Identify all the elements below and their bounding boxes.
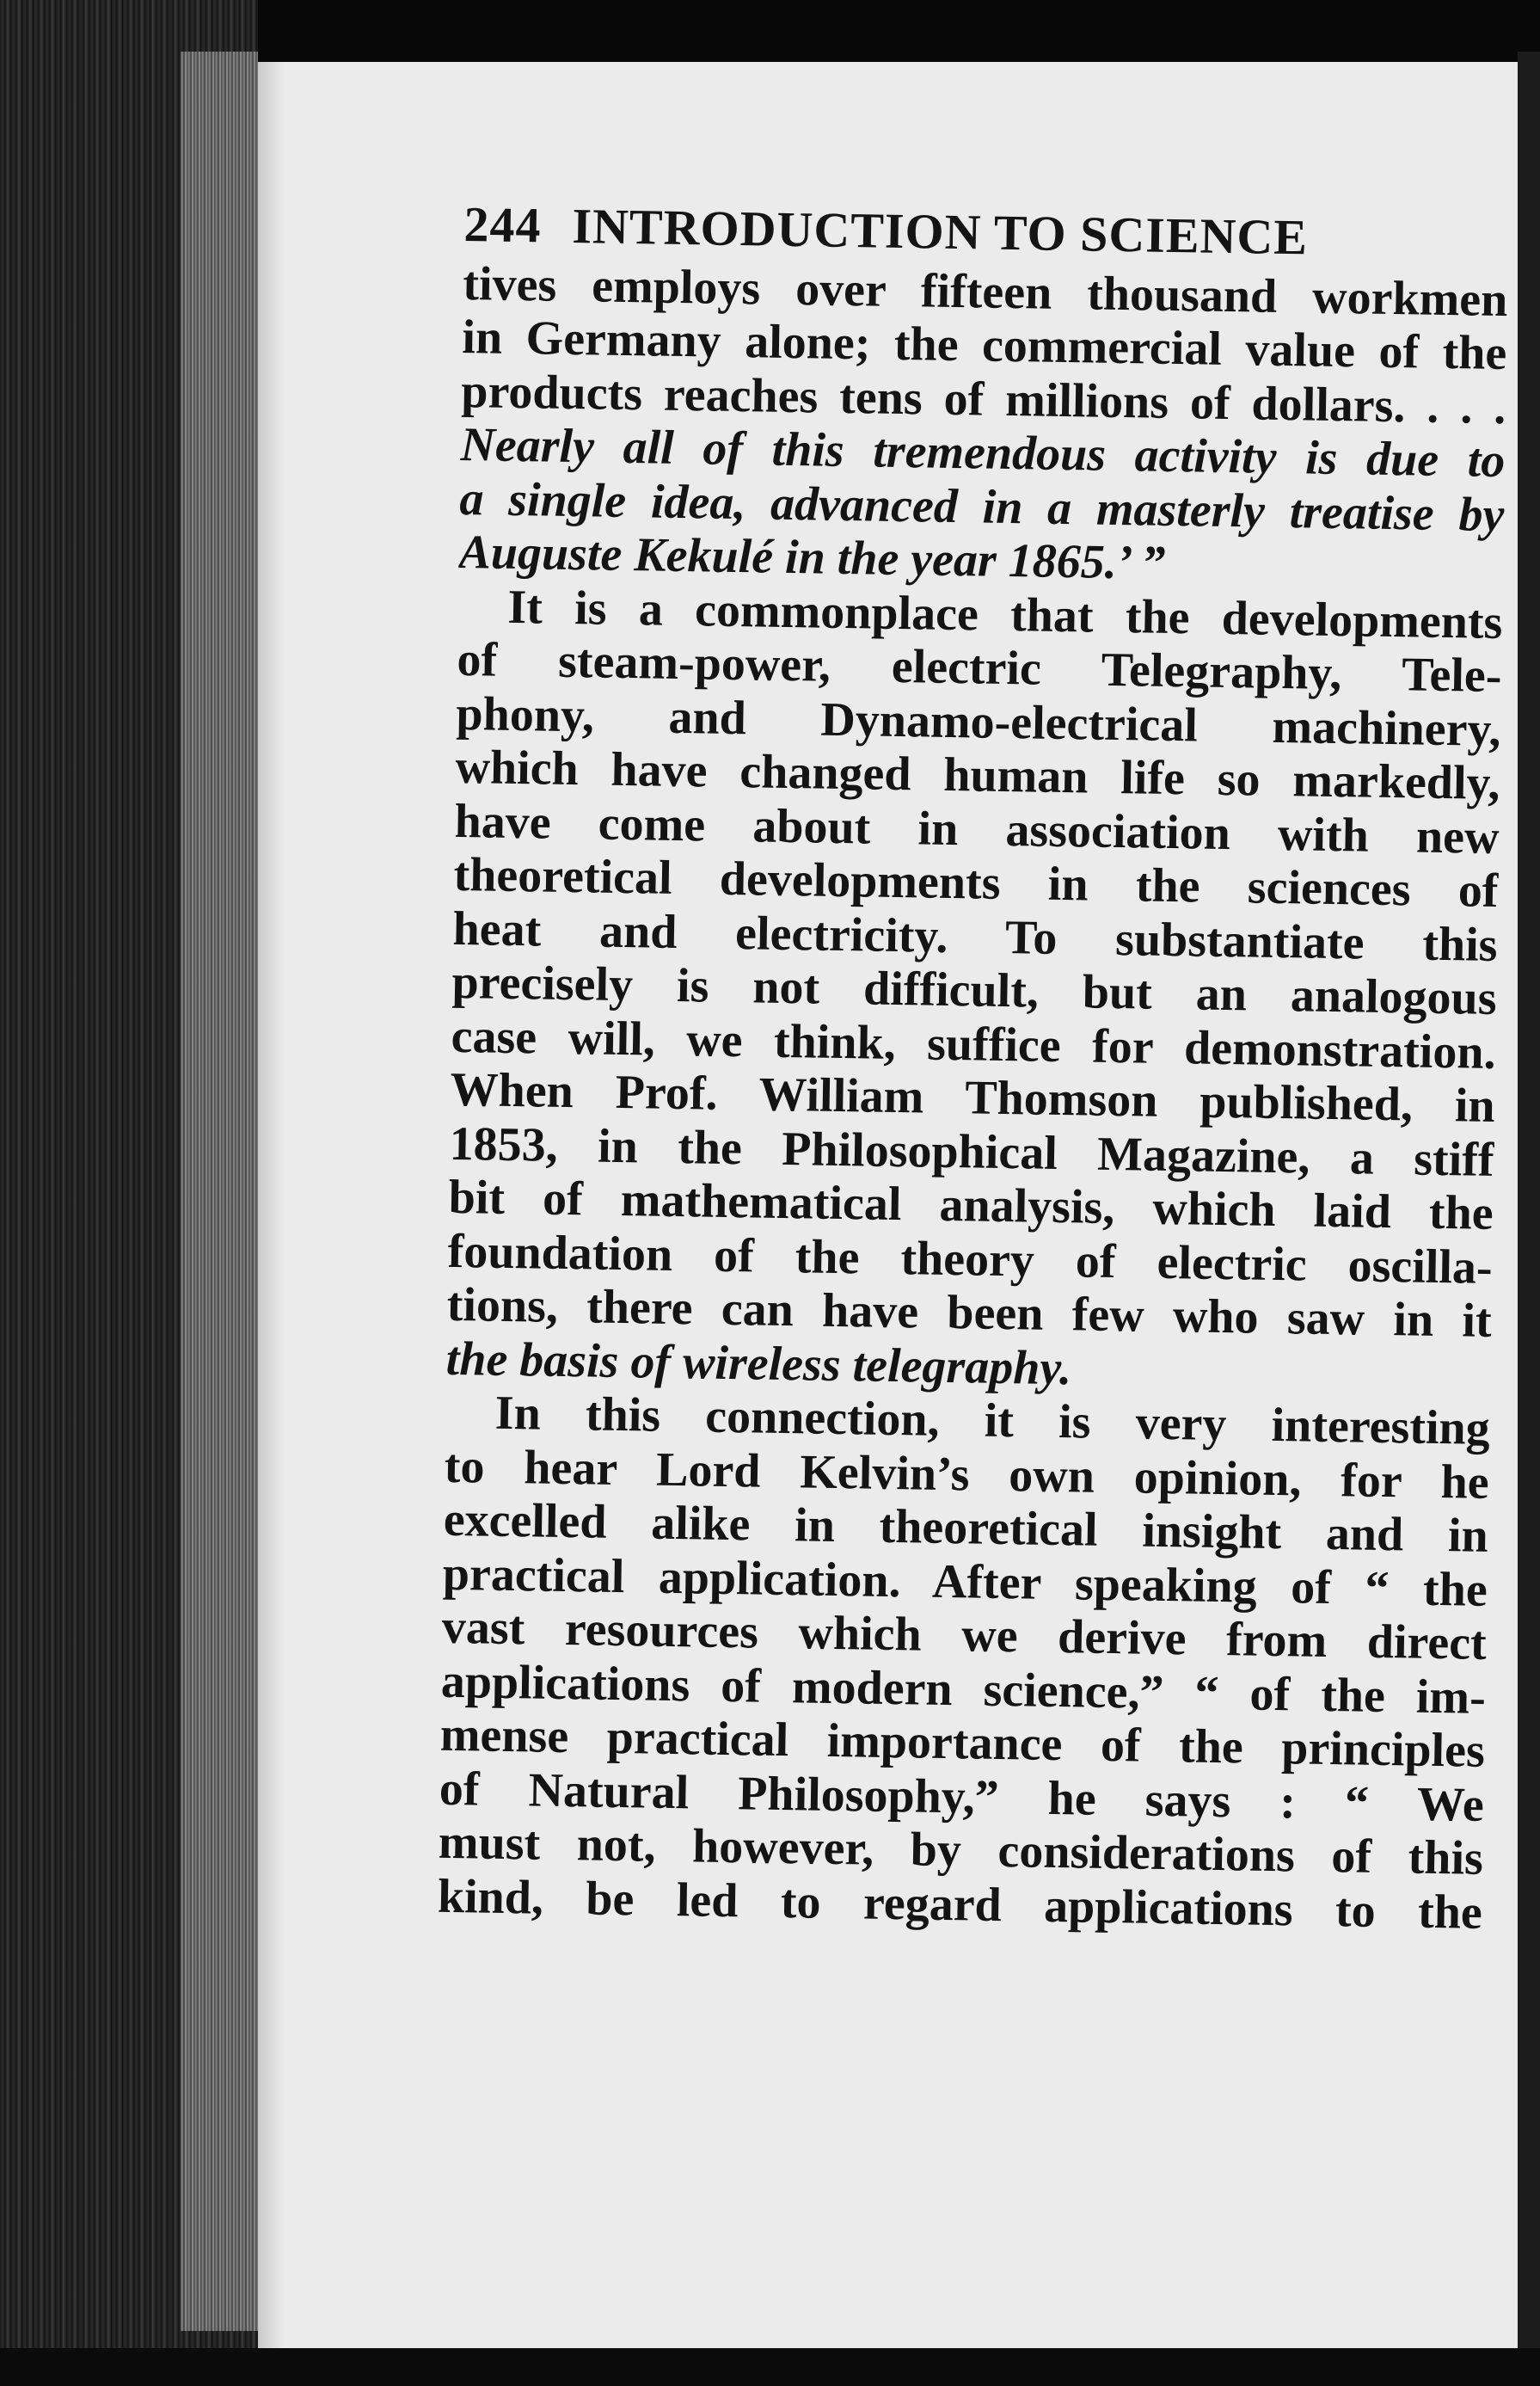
running-title: INTRODUCTION TO SCIENCE [571,197,1309,266]
text-line: have come about in association with new [454,794,1500,864]
text-line: tions, there can have been few who saw in it [446,1277,1493,1348]
text-line: to hear Lord Kelvin’s own opinion, for he [444,1439,1490,1510]
text-line: case will, we think, suffice for demonstration. [451,1009,1497,1079]
text-line: of steam-power, electric Telegraphy, Tele- [457,632,1502,704]
text-line: tives employs over fifteen thousand workmen [462,256,1508,327]
text-line: applications of modern science,” “ of the im- [440,1654,1487,1725]
text-line: of Natural Philosophy,” he says : “ We [439,1762,1485,1832]
text-line: bit of mathematical analysis, which laid the [448,1170,1494,1240]
scan-right-border [1518,52,1540,2374]
text-line: heat and electricity. To substantiate this [452,901,1498,972]
scan-bottom-border [0,2348,1540,2386]
page-text [437,198,1508,1940]
text-line-italic: Nearly all of this tremendous activity is due to [460,417,1506,489]
text-line-italic: a single idea, advanced in a masterly treatise by [459,471,1505,542]
text-line: must not, however, by considerations of this [438,1815,1484,1885]
text-line-italic: the basis of wireless telegraphy. [445,1331,1072,1395]
book-page-edges [0,0,258,2386]
text-line: foundation of the theory of electric oscilla- [447,1224,1494,1294]
text-line: precisely is not difficult, but an analogous [451,955,1498,1025]
text-line: vast resources which we derive from direct [441,1600,1488,1670]
text-line: When Prof. William Thomson published, in [450,1062,1496,1133]
text-line: which have changed human life so markedly, [455,740,1500,810]
paragraph-start-line: It is a commonplace that the developments [507,580,1503,649]
text-line-italic: Auguste Kekulé in the year 1865.’ ” [458,525,1166,590]
page-number: 244 [463,196,543,254]
text-line: products reaches tens of millions of dollars. . . . [460,364,1506,434]
text-line: 1853, in the Philosophical Magazine, a stiff [449,1116,1495,1187]
text-line: theoretical developments in the sciences of [453,847,1499,918]
text-line: mense practical importance of the principles [439,1707,1486,1778]
text-line: kind, be led to regard applications to the [437,1869,1483,1940]
text-line: phony, and Dynamo-electrical machinery, [456,686,1501,757]
text-line: in Germany alone; the commercial value of the [461,310,1507,381]
text-line: practical application. After speaking of “ the [442,1547,1488,1617]
paragraph-start-line: In this connection, it is very interesting [494,1386,1491,1455]
text-line: excelled alike in theoretical insight and in [443,1492,1489,1563]
